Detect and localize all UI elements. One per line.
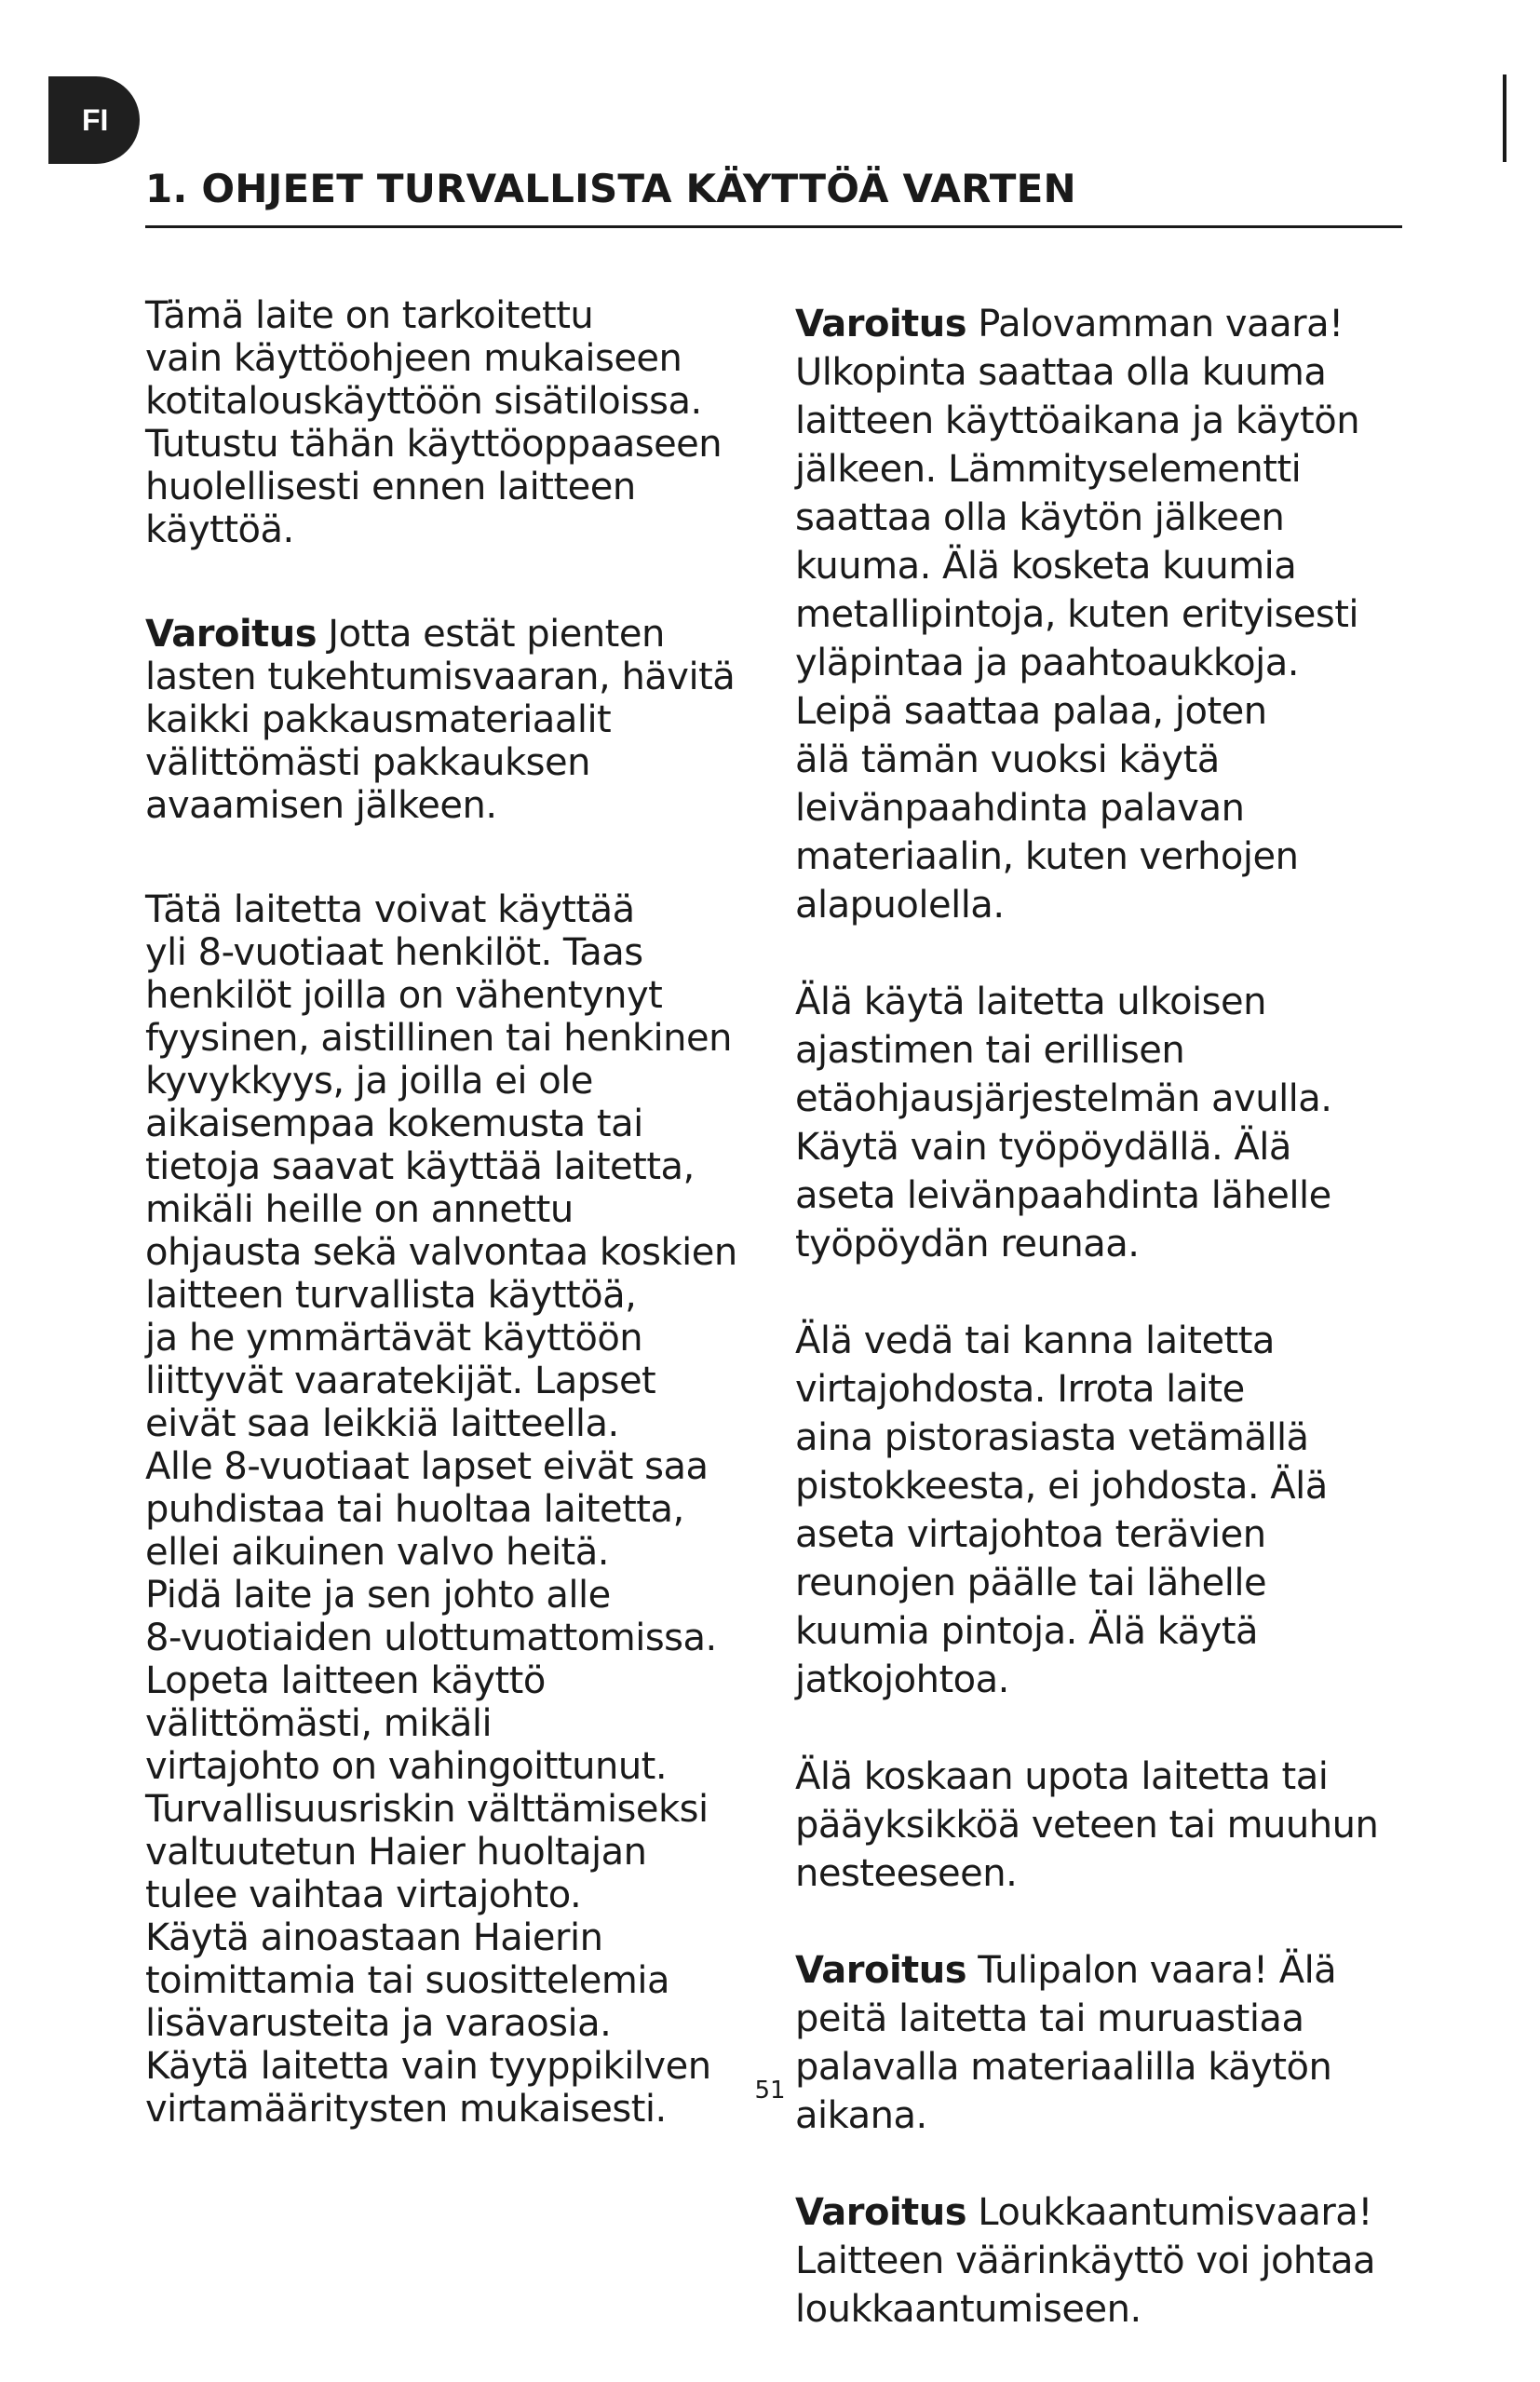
- warning-text: Palovamman vaara! Ulkopinta saattaa olla kuuma laitteen käyttöaikana ja käytön jälkeen. Lämmityselementti saattaa olla käytön jälkeen kuuma. Älä kosketa kuumia metallipintoja, kuten erityisesti yläpintaa ja paahtoaukkoja. Leipä saattaa palaa, joten älä tämän vuoksi käytä leivänpaahdinta palavan materiaalin, kuten verhojen alapuolella.: [795, 303, 1360, 927]
- user-restrictions-paragraph: Tätä laitetta voivat käyttää yli 8-vuotiaat henkilöt. Taas henkilöt joilla on vähentynyt fyysinen, aistillinen tai henkinen kyvykkyys, ja joilla ei ole aikaisempaa kokemusta tai tietoja saavat käyttää laitetta, mikäli heille on annettu ohjausta sekä valvontaa koskien laitteen turvallista käyttöä, ja he ymmärtävät käyttöön liittyvät vaaratekijät. Lapset eivät saa leikkiä laitteella. Alle 8-vuotiaat lapset eivät saa puhdistaa tai huoltaa laitetta, ellei aikuinen valvo heitä. Pidä laite ja sen johto alle 8-vuotiaiden ulottumattomissa. Lopeta laitteen käyttö välittömästi, mikäli virtajohto on vahingoittunut. Turvallisuusriskin välttämiseksi valtuutetun Haier huoltajan tulee vaihtaa virtajohto. Käytä ainoastaan Haierin toimittamia tai suosittelemia lisävarusteita ja varaosia. Käytä laitetta vain tyyppikilven virtamääritysten mukaisesti.: [145, 888, 737, 2131]
- timer-placement-paragraph: Älä käytä laitetta ulkoisen ajastimen tai erillisen etäohjausjärjestelmän avulla. Käytä vain työpöydällä. Älä aseta leivänpaahdinta lähelle työpöydän reunaa.: [795, 981, 1332, 1265]
- burn-warning-paragraph: [795, 300, 1447, 929]
- margin-rule: [1503, 74, 1506, 162]
- fire-warning-paragraph: [795, 1946, 1447, 2140]
- warning-label: Varoitus: [795, 2191, 967, 2234]
- warning-label: Varoitus: [145, 613, 317, 656]
- language-tab-label: FI: [82, 102, 109, 137]
- right-column: [795, 251, 1447, 2382]
- warning-label: Varoitus: [795, 1949, 967, 1992]
- choking-warning-paragraph: [145, 613, 797, 827]
- language-tab: [48, 76, 140, 164]
- warning-text: Tulipalon vaara! Älä peitä laitetta tai muruastiaa palavalla materiaalilla käytön aikana.: [795, 1949, 1337, 2137]
- left-column: [145, 251, 797, 2173]
- intended-use-paragraph: Tämä laite on tarkoitettu vain käyttöohjeen mukaiseen kotitalouskäyttöön sisätiloissa. Tutustu tähän käyttöoppaaseen huolellisesti ennen laitteen käyttöä.: [145, 294, 723, 551]
- power-cord-paragraph: Älä vedä tai kanna laitetta virtajohdosta. Irrota laite aina pistorasiasta vetämällä pistokkeesta, ei johdosta. Älä aseta virtajohtoa terävien reunojen päälle tai lähelle kuumia pintoja. Älä käytä jatkojohtoa.: [795, 1320, 1328, 1701]
- injury-warning-paragraph: [795, 2188, 1447, 2334]
- warning-text: Jotta estät pienten lasten tukehtumisvaaran, hävitä kaikki pakkausmateriaalit välittömästi pakkauksen avaamisen jälkeen.: [145, 613, 736, 827]
- section-title: 1. OHJEET TURVALLISTA KÄYTTÖÄ VARTEN: [145, 166, 1076, 211]
- title-divider: [145, 225, 1402, 228]
- immersion-paragraph: Älä koskaan upota laitetta tai pääyksikköä veteen tai muuhun nesteeseen.: [795, 1755, 1379, 1895]
- warning-label: Varoitus: [795, 303, 967, 345]
- page-number: 51: [754, 2077, 786, 2105]
- warning-text: Loukkaantumisvaara! Laitteen väärinkäyttö voi johtaa loukkaantumiseen.: [795, 2191, 1375, 2331]
